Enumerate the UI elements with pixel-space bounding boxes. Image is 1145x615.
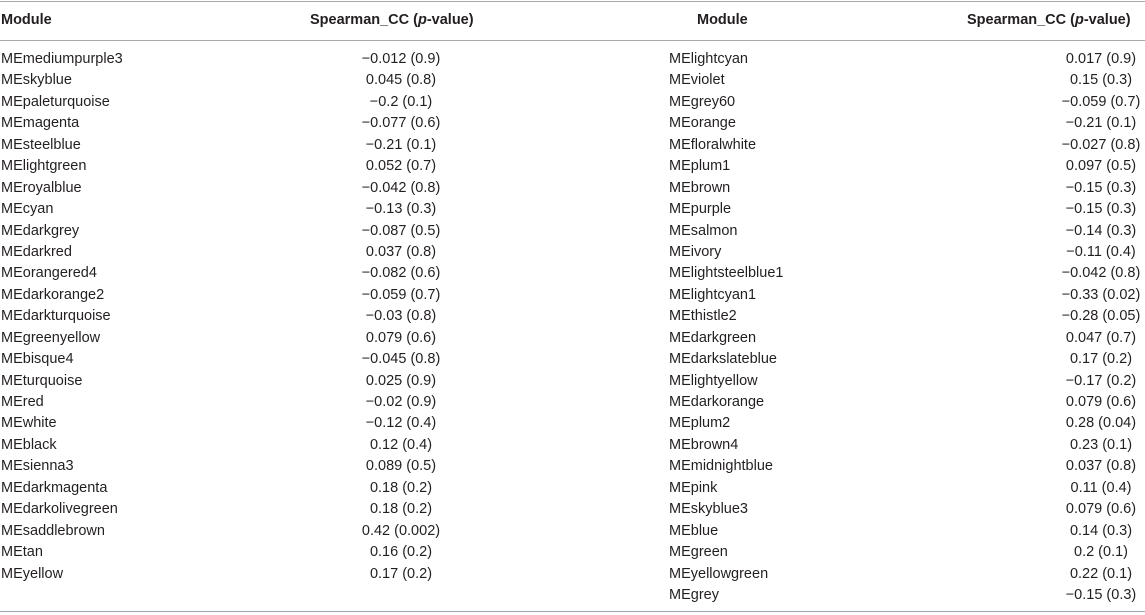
module-name: MEsienna3 [1, 458, 74, 475]
spearman-value: −0.15 (0.3) [1065, 179, 1137, 196]
table-row [1, 349, 561, 370]
module-name: MEgreenyellow [1, 329, 101, 346]
module-name: MEsaddlebrown [1, 522, 105, 539]
table-row [669, 285, 1145, 306]
spearman-value: −0.059 (0.7) [361, 286, 441, 303]
table-row [1, 49, 561, 70]
spearman-value: −0.21 (0.1) [1065, 115, 1137, 132]
table-row [1, 178, 561, 199]
module-name: MEorange [669, 115, 736, 132]
module-name: MEskyblue3 [669, 501, 748, 518]
table-row [1, 328, 561, 349]
module-name: MElightcyan1 [669, 286, 757, 303]
spearman-value: −0.027 (0.8) [1061, 136, 1141, 153]
table-row [669, 221, 1145, 242]
table-row [669, 349, 1145, 370]
spearman-value: 0.11 (0.4) [1070, 479, 1132, 496]
table-row [1, 456, 561, 477]
spearman-value: −0.042 (0.8) [1061, 265, 1141, 282]
module-name: MEskyblue [1, 72, 72, 89]
table-row [669, 564, 1145, 585]
module-name: MEthistle2 [669, 308, 737, 325]
table-row [1, 263, 561, 284]
spearman-value: 0.052 (0.7) [365, 158, 437, 175]
table-row [1, 70, 561, 91]
spearman-value: −0.077 (0.6) [361, 115, 441, 132]
table-row [1, 113, 561, 134]
module-name: MEplum2 [669, 415, 731, 432]
spearman-value: 0.16 (0.2) [369, 544, 433, 561]
spearman-value: −0.087 (0.5) [361, 222, 441, 239]
table-row [669, 413, 1145, 434]
module-name: MEmediumpurple3 [1, 51, 123, 67]
module-name: MEyellow [1, 565, 64, 582]
table-row [1, 521, 561, 542]
table-row [669, 542, 1145, 563]
spearman-value: 0.025 (0.9) [365, 372, 437, 389]
table-row [1, 478, 561, 499]
spearman-value: −0.14 (0.3) [1065, 222, 1137, 239]
table-row [1, 242, 561, 263]
module-name: MEdarkgrey [1, 222, 80, 239]
spearman-value: 0.079 (0.6) [1065, 394, 1137, 410]
table-row [669, 328, 1145, 349]
spearman-value: 0.23 (0.1) [1069, 436, 1133, 453]
module-name: MEroyalblue [1, 179, 82, 196]
table-row [669, 113, 1145, 134]
spearman-value: −0.042 (0.8) [361, 179, 441, 196]
spearman-header-suffix: -value) [426, 12, 474, 28]
module-name: MEyellowgreen [669, 565, 769, 582]
spearman-value: −0.13 (0.3) [365, 201, 437, 218]
module-name: MEgreen [669, 544, 728, 561]
spearman-header-prefix: Spearman_CC ( [310, 12, 418, 28]
module-name: MEplum1 [669, 158, 731, 175]
table-row [669, 242, 1145, 263]
module-name: MEsalmon [669, 222, 738, 239]
table-row [1, 499, 561, 520]
module-name: MEdarkorange [669, 394, 765, 410]
table-row [1, 285, 561, 306]
module-name: MElightyellow [669, 372, 758, 389]
module-name: MEmidnightblue [669, 458, 773, 475]
spearman-value: 0.22 (0.1) [1069, 565, 1133, 582]
module-name: MEgrey [669, 586, 719, 603]
table-row [669, 392, 1145, 413]
module-name: MEfloralwhite [669, 136, 757, 153]
spearman-value: 0.097 (0.5) [1065, 158, 1137, 175]
table-row [1, 371, 561, 392]
spearman-value: −0.2 (0.1) [369, 93, 433, 110]
spearman-value: −0.045 (0.8) [361, 351, 441, 368]
spearman-value: 0.037 (0.8) [365, 243, 437, 260]
spearman-value: 0.18 (0.2) [369, 501, 433, 518]
module-name: MEviolet [669, 72, 725, 89]
module-name: MEblue [669, 522, 719, 539]
table-row [669, 178, 1145, 199]
spearman-value: −0.28 (0.05) [1061, 308, 1141, 325]
spearman-value: −0.02 (0.9) [365, 394, 437, 410]
spearman-value: 0.047 (0.7) [1065, 329, 1137, 346]
module-name: MEpaleturquoise [1, 93, 110, 110]
table-row [1, 135, 561, 156]
table-row [669, 92, 1145, 113]
spearman-header-suffix: -value) [1083, 12, 1131, 28]
module-name: MEturquoise [1, 372, 83, 389]
table-row [669, 135, 1145, 156]
spearman-value: −0.012 (0.9) [361, 51, 441, 67]
table-row [669, 585, 1145, 606]
module-name: MEdarkolivegreen [1, 501, 118, 518]
module-name: MEcyan [1, 201, 54, 218]
table-row [669, 478, 1145, 499]
bottom-rule [0, 611, 1145, 612]
table-row [669, 263, 1145, 284]
spearman-value: 0.18 (0.2) [369, 479, 433, 496]
table-row [1, 92, 561, 113]
p-italic: p [1074, 12, 1084, 28]
table-row [1, 306, 561, 327]
table-row [1, 156, 561, 177]
module-name: MEdarkturquoise [1, 308, 111, 325]
spearman-value: 0.17 (0.2) [1069, 351, 1133, 368]
spearman-value: −0.33 (0.02) [1061, 286, 1141, 303]
module-name: MEdarkred [1, 243, 72, 260]
spearman-value: −0.21 (0.1) [365, 136, 437, 153]
table-row [1, 199, 561, 220]
module-name: MEpink [669, 479, 718, 496]
module-name: MEdarkorange2 [1, 286, 105, 303]
module-name: MEdarkslateblue [669, 351, 777, 368]
table-row [1, 392, 561, 413]
spearman-header-prefix: Spearman_CC ( [967, 12, 1075, 28]
module-name: MEdarkgreen [669, 329, 757, 346]
module-header-left: Module [1, 12, 52, 28]
table-row [669, 456, 1145, 477]
p-italic: p [417, 12, 427, 28]
spearman-value: 0.2 (0.1) [1074, 544, 1128, 561]
table-row [669, 371, 1145, 392]
spearman-value: 0.15 (0.3) [1069, 72, 1133, 89]
module-name: MEorangered4 [1, 265, 97, 282]
module-name: MEpurple [669, 201, 732, 218]
spearman-value: 0.017 (0.9) [1065, 51, 1137, 67]
right-column [669, 49, 1145, 606]
module-name: MEbrown [669, 179, 731, 196]
table-row [1, 542, 561, 563]
module-name: MEtan [1, 544, 43, 561]
module-name: MEwhite [1, 415, 57, 432]
spearman-value: 0.12 (0.4) [369, 436, 433, 453]
module-name: MEmagenta [1, 115, 80, 132]
spearman-value: −0.15 (0.3) [1065, 201, 1137, 218]
table-row [669, 156, 1145, 177]
spearman-value: −0.12 (0.4) [365, 415, 437, 432]
table-row [669, 70, 1145, 91]
module-name: MEblack [1, 436, 57, 453]
spearman-value: 0.28 (0.04) [1065, 415, 1137, 432]
module-name: MEbisque4 [1, 351, 74, 368]
table-row [669, 49, 1145, 70]
module-name: MElightsteelblue1 [669, 265, 784, 282]
spearman-value: −0.059 (0.7) [1061, 93, 1141, 110]
module-name: MEbrown4 [669, 436, 739, 453]
spearman-value: 0.037 (0.8) [1065, 458, 1137, 475]
module-name: MEivory [669, 243, 722, 260]
table-row [669, 499, 1145, 520]
table-row [669, 521, 1145, 542]
spearman-value: −0.11 (0.4) [1066, 243, 1136, 260]
table-row [1, 435, 561, 456]
spearman-value: 0.079 (0.6) [365, 329, 437, 346]
module-name: MEdarkmagenta [1, 479, 108, 496]
spearman-value: −0.082 (0.6) [361, 265, 441, 282]
table-row [669, 435, 1145, 456]
module-name: MElightcyan [669, 51, 748, 67]
spearman-value: 0.079 (0.6) [1065, 501, 1137, 518]
spearman-value: 0.045 (0.8) [365, 72, 437, 89]
spearman-header-right [967, 11, 1131, 29]
header-rule [0, 40, 1145, 41]
spearman-header-left [310, 11, 474, 29]
table-row [1, 564, 561, 585]
table-row [669, 199, 1145, 220]
table-row [669, 306, 1145, 327]
table-row [1, 413, 561, 434]
top-rule [0, 1, 1145, 2]
module-name: MEgrey60 [669, 93, 736, 110]
spearman-value: −0.17 (0.2) [1065, 372, 1137, 389]
spearman-value: −0.03 (0.8) [365, 308, 437, 325]
module-name: MEred [1, 394, 44, 410]
spearman-value: −0.15 (0.3) [1065, 586, 1137, 603]
module-header-right: Module [697, 12, 748, 28]
module-name: MEsteelblue [1, 136, 81, 153]
module-name: MElightgreen [1, 158, 87, 175]
spearman-value: 0.14 (0.3) [1069, 522, 1133, 539]
left-column [1, 49, 561, 585]
table-row [1, 221, 561, 242]
spearman-value: 0.089 (0.5) [365, 458, 437, 475]
spearman-value: 0.42 (0.002) [361, 522, 441, 539]
spearman-value: 0.17 (0.2) [369, 565, 433, 582]
